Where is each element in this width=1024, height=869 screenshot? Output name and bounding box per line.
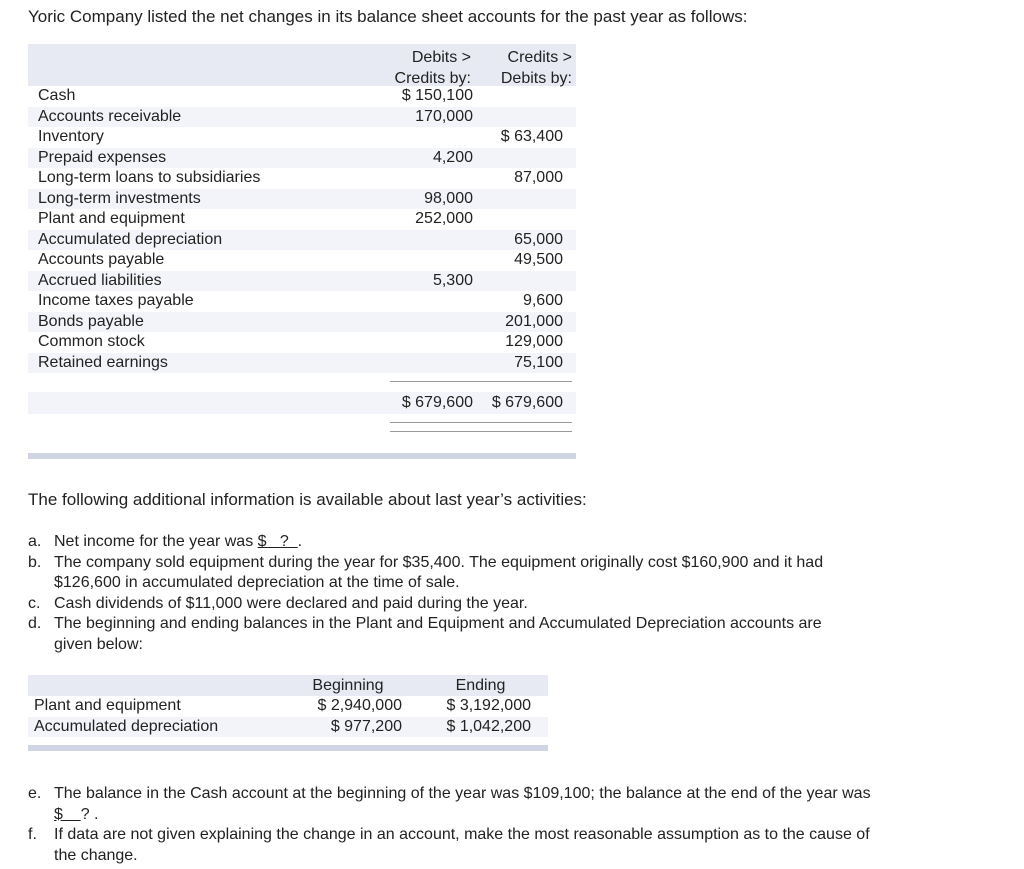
account-name: Accumulated depreciation (38, 230, 223, 248)
table-bottom-bar (28, 745, 548, 751)
table-row (28, 107, 576, 128)
info-list-2 (28, 784, 878, 866)
table-row (28, 332, 576, 353)
credit-amount: 9,600 (522, 292, 563, 309)
list-item: c. Cash dividends of $11,000 were declared and paid during the year. (28, 594, 528, 612)
credit-amount: 65,000 (514, 230, 563, 248)
account-name: Bonds payable (38, 312, 144, 330)
credit-amount: 129,000 (505, 333, 563, 350)
table-row (28, 148, 576, 169)
table-row (28, 168, 576, 189)
account-name: Common stock (38, 333, 145, 350)
credit-amount: 87,000 (514, 169, 563, 186)
credit-column-header: Credits > Debits by: (500, 49, 572, 87)
list-item: d. The beginning and ending balances in the Plant and Equipment and Accumulated Depreciation accounts are given below: (28, 615, 822, 653)
list-item: a. Net income for the year was $ ? . (28, 533, 303, 550)
account-name: Accrued liabilities (38, 271, 162, 289)
ending-column-header: Ending (455, 677, 506, 694)
info-list-1 (28, 532, 888, 655)
intro-text: Yoric Company listed the net changes in its balance sheet accounts for the past year as follows: (28, 7, 748, 26)
account-name: Accumulated depreciation (34, 717, 219, 735)
table-row (28, 271, 576, 292)
table-row (28, 209, 576, 230)
account-name: Plant and equipment (38, 210, 185, 227)
total-debit: $ 679,600 (401, 394, 473, 411)
debit-amount: 252,000 (415, 210, 473, 227)
credit-amount: 75,100 (514, 353, 563, 371)
debit-amount: 4,200 (432, 148, 473, 166)
debit-amount: 170,000 (415, 107, 473, 125)
ending-balance: $ 1,042,200 (446, 717, 531, 735)
debit-amount: 5,300 (432, 271, 473, 289)
account-name: Accounts receivable (38, 107, 182, 125)
account-name: Retained earnings (38, 353, 168, 371)
table-row (28, 189, 576, 210)
beginning-balance: $ 977,200 (330, 717, 402, 735)
table-header (28, 44, 576, 86)
ending-balance: $ 3,192,000 (446, 697, 531, 714)
debit-amount: $ 150,100 (401, 87, 473, 104)
double-rule-1 (390, 422, 572, 423)
account-name: Accounts payable (38, 251, 165, 268)
beginning-balance: $ 2,940,000 (317, 697, 402, 714)
credit-amount: $ 63,400 (500, 128, 563, 145)
additional-info-heading: The following additional information is available about last year’s activities: (28, 490, 587, 509)
debit-column-header: Debits > Credits by: (394, 49, 471, 87)
beginning-column-header: Beginning (312, 677, 384, 694)
table-row (28, 230, 576, 251)
table-row (28, 353, 576, 374)
double-rule-2 (390, 431, 572, 432)
account-name: Plant and equipment (34, 697, 181, 714)
table-row (28, 717, 548, 738)
list-item: b. The company sold equipment during the year for $35,400. The equipment originally cost $160,900 and it had $126,600 in accumulated depreciation at the time of sale. (28, 553, 824, 591)
answer-blank: $ (54, 805, 81, 823)
table-header (28, 675, 548, 696)
table-row (28, 250, 576, 271)
account-name: Prepaid expenses (38, 148, 167, 166)
table-row (28, 86, 576, 107)
credit-amount: 201,000 (505, 312, 563, 330)
account-name: Long-term loans to subsidiaries (38, 169, 261, 186)
table-row (28, 127, 576, 148)
table-row (28, 696, 548, 717)
account-name: Cash (38, 87, 76, 104)
totals-row (28, 392, 576, 414)
total-rule-top (390, 381, 572, 382)
list-item: f. If data are not given explaining the change in an account, make the most reasonable assumption as to the cause of the change. (28, 826, 870, 864)
answer-blank: $ ? (257, 533, 298, 550)
account-name: Income taxes payable (38, 292, 194, 309)
credit-amount: 49,500 (514, 251, 563, 268)
account-name: Inventory (38, 128, 104, 145)
table-row (28, 312, 576, 333)
table-row (28, 291, 576, 312)
account-name: Long-term investments (38, 189, 201, 207)
list-item: e. The balance in the Cash account at the beginning of the year was $109,100; the balance at the end of the year was $ ? . (28, 785, 871, 823)
total-credit: $ 679,600 (491, 394, 563, 411)
table-bottom-bar (28, 453, 576, 459)
debit-amount: 98,000 (424, 189, 473, 207)
